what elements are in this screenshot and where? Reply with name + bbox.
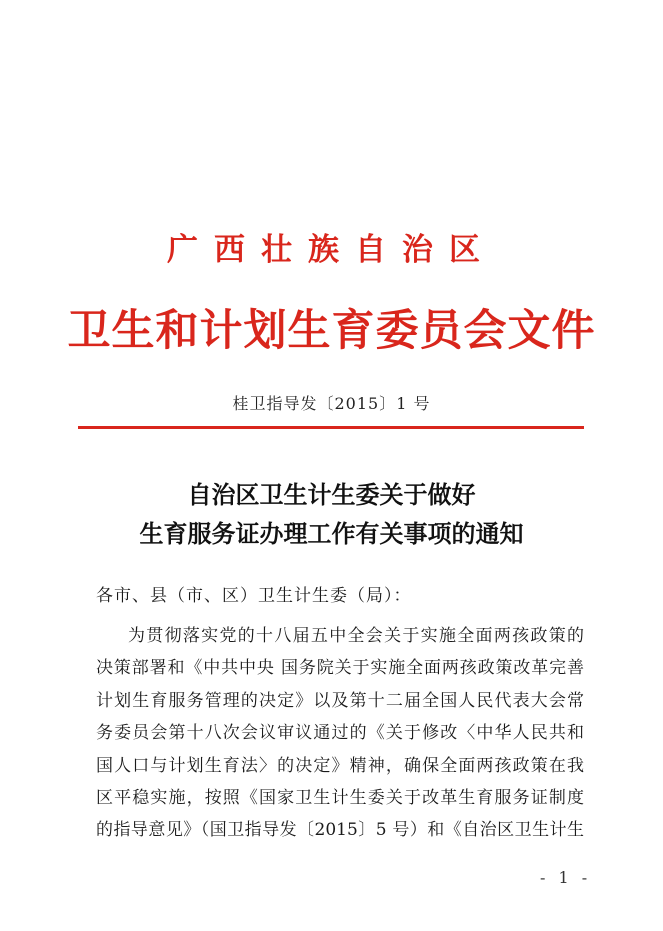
body-line-4: 务委员会第十八次会议审议通过的《关于修改〈中华人民共和	[96, 723, 584, 743]
notice-title-line-2: 生育服务证办理工作有关事项的通知	[139, 519, 524, 548]
document-number: 桂卫指导发〔2015〕1 号	[232, 394, 431, 413]
salutation: 各市、县（市、区）卫生计生委（局）：	[96, 586, 412, 606]
body-line-3: 计划生育服务管理的决定》以及第十二届全国人民代表大会常	[96, 691, 584, 711]
body-line-2: 决策部署和《中共中央 国务院关于实施全面两孩政策改革完善	[96, 658, 584, 678]
notice-title-line-1: 自治区卫生计生委关于做好	[187, 480, 476, 509]
issuing-region: 广西壮族自治区	[167, 232, 496, 268]
page-number: - 1 -	[540, 868, 592, 887]
body-line-1: 为贯彻落实党的十八届五中全会关于实施全面两孩政策的	[128, 626, 584, 646]
red-separator-line	[78, 426, 584, 429]
issuing-department-file: 卫生和计划生育委员会文件	[67, 306, 596, 356]
body-line-7: 的指导意见》（国卫指导发〔2015〕5 号）和《自治区卫生计生	[96, 820, 584, 840]
body-line-6: 区平稳实施，按照《国家卫生计生委关于改革生育服务证制度	[96, 788, 584, 808]
body-line-5: 国人口与计划生育法〉的决定》精神，确保全面两孩政策在我	[96, 756, 584, 776]
